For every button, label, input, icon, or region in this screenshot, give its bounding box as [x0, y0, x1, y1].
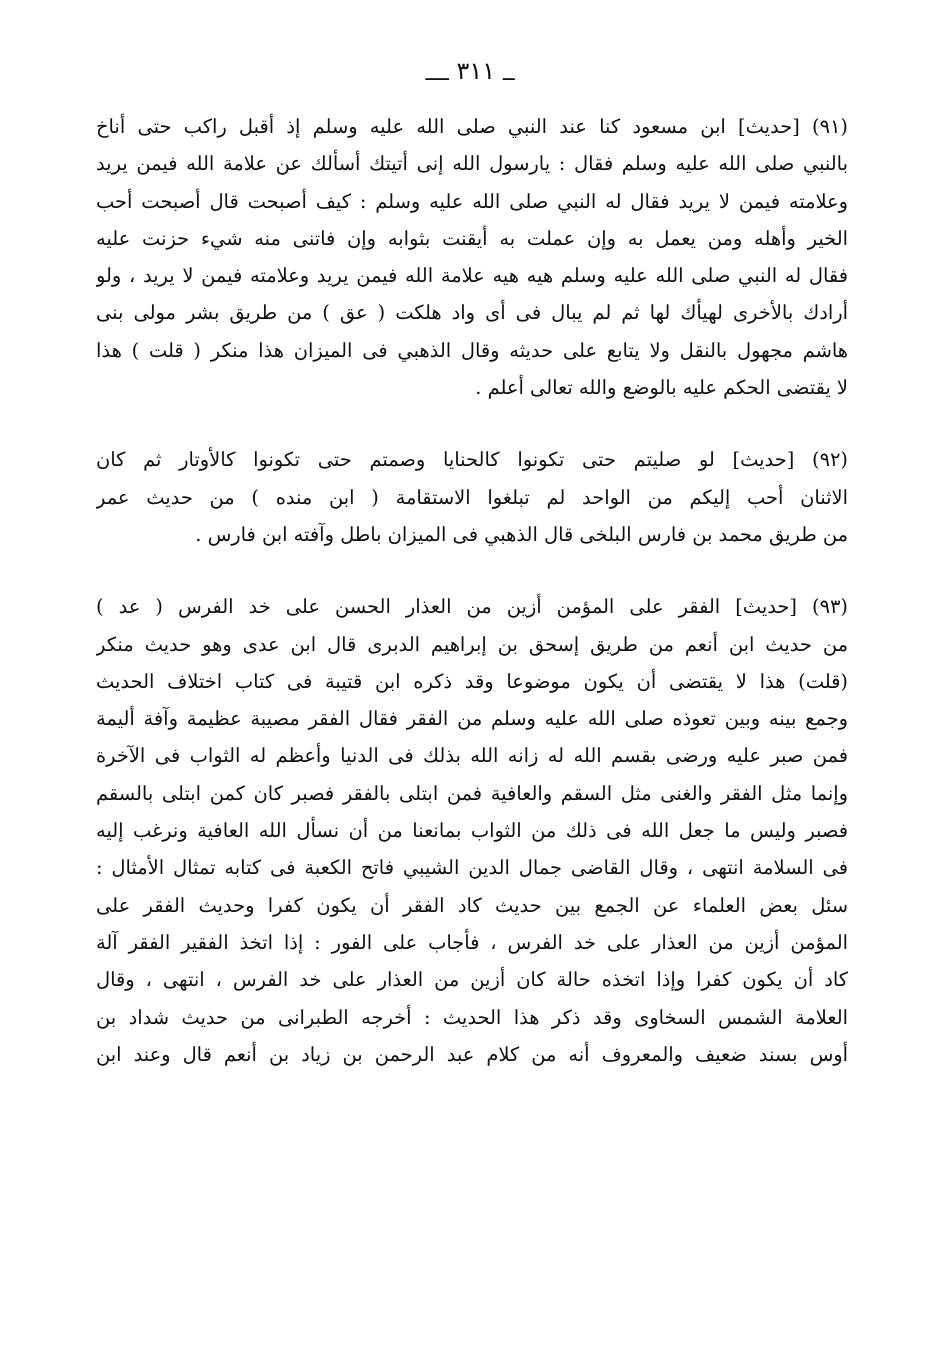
text-line: من حديث ابن أنعم من طريق إسحق بن إبراهيم الدبرى قال ابن عدى وهو حديث منكر: [96, 632, 848, 656]
paragraph-92: [96, 441, 848, 553]
text-line: الاثنان أحب إليكم من الواحد لم تبلغوا الاستقامة ( ابن منده ) من حديث عمر: [96, 485, 848, 509]
header-dash-left: ــــ: [425, 60, 449, 85]
page-body: [96, 108, 848, 1073]
paragraph-gap: [96, 406, 848, 441]
text-line: من طريق محمد بن فارس البلخى قال الذهبي فى الميزان باطل وآفته ابن فارس .: [195, 522, 848, 546]
text-line: وجمع بينه وبين تعوذه صلى الله عليه وسلم من الفقر فقال الفقر مصيبة عظيمة وآفة أليمة: [96, 707, 848, 731]
text-line: المؤمن أزين من العذار على خد الفرس ، فأجاب على الفور : إذا اتخذ الفقير الفقر آلة: [96, 930, 848, 954]
text-line: سئل بعض العلماء عن الجمع بين حديث كاد الفقر أن يكون كفرا وحديث الفقر على: [96, 893, 848, 917]
paragraph-91: [96, 108, 848, 406]
text-line: فمن صبر عليه ورضى بقسم الله له زانه الله بذلك فى الدنيا وأعظم له الثواب فى الآخرة: [96, 744, 848, 768]
text-line: العلامة الشمس السخاوى وقد ذكر هذا الحديث : أخرجه الطبرانى من حديث شداد بن: [96, 1005, 848, 1029]
text-line: (٩٣) [حديث] الفقر على المؤمن أزين من العذار الحسن على خد الفرس ( عد ): [96, 595, 848, 619]
text-line: (٩١) [حديث] ابن مسعود كنا عند النبي صلى الله عليه وسلم إذ أقبل راكب حتى أناخ: [96, 115, 848, 138]
page-number: ٣١١: [456, 57, 496, 85]
page-header: [0, 54, 940, 90]
paragraph-93: [96, 588, 848, 1073]
text-line: (٩٢) [حديث] لو صليتم حتى تكونوا كالحنايا وصمتم حتى تكونوا كالأوتار ثم كان: [96, 448, 848, 472]
text-line: هاشم مجهول بالنقل ولا يتابع على حديثه وقال الذهبي فى الميزان هذا منكر ( قلت ) هذا: [96, 338, 848, 362]
text-line: فقال له النبي صلى الله عليه وسلم هيه هيه علامة الله فيمن يريد وعلامته فيمن لا يريد ، ولو: [96, 264, 848, 288]
text-line: كاد أن يكون كفرا وإذا اتخذه حالة كان أزين من العذار على خد الفرس ، انتهى ، وقال: [96, 968, 848, 992]
header-dash-right: ــ: [502, 60, 515, 85]
text-line: وإنما مثل الفقر والغنى مثل السقم والعافية فمن ابتلى بالفقر فصبر كان كمن ابتلى بالسقم: [96, 781, 848, 805]
paragraph-gap: [96, 553, 848, 588]
text-line: الخير وأهله ومن يعمل به وإن عملت به أيقنت بثوابه وإن فاتنى منه شيء حزنت عليه: [96, 226, 848, 250]
text-line: (قلت) هذا لا يقتضى أن يكون موضوعا وقد ذكره ابن قتيبة فى كتاب اختلاف الحديث: [96, 669, 848, 693]
text-line: وعلامته فيمن لا يريد فقال له النبي صلى الله عليه وسلم : كيف أصبحت قال أصبحت أحب: [96, 189, 848, 213]
text-line: أوس بسند ضعيف والمعروف أنه من كلام عبد الرحمن بن زياد بن أنعم قال وعند ابن: [96, 1042, 848, 1066]
text-line: بالنبي صلى الله عليه وسلم فقال : يارسول الله إنى أتيتك أسألك عن علامة الله فيمن يريد: [96, 152, 848, 176]
text-line: فى السلامة انتهى ، وقال القاضى جمال الدين الشيبي فاتح الكعبة فى كتابه تمثال الأمثال :: [96, 856, 848, 880]
text-line: فصبر وليس ما جعل الله فى ذلك من الثواب بمانعنا من أن نسأل الله العافية ونرغب إليه: [96, 819, 848, 843]
text-line: لا يقتضى الحكم عليه بالوضع والله تعالى أعلم .: [475, 376, 848, 400]
text-line: أرادك بالأخرى لهيأك لها ثم لم يبال فى أى واد هلكت ( عق ) من طريق بشر مولى بنى: [96, 301, 848, 325]
